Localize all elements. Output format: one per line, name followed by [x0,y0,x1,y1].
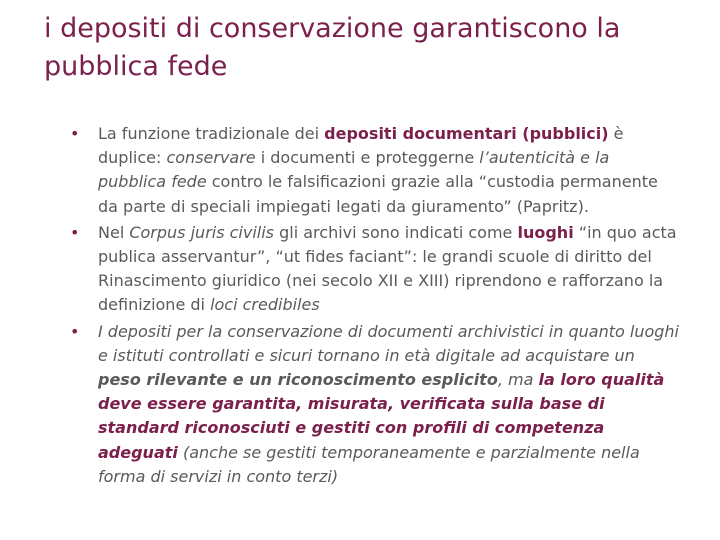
highlight-text: depositi documentari (pubblici) [324,124,609,143]
bullet-item-3 [70,320,682,489]
italic-text: , ma [497,370,539,390]
bullet-icon: • [70,321,80,341]
bullet-item-1 [70,122,682,219]
text-run: “in quo acta publica asservantur”, “ut fides faciant”: le grandi scuole di diritto del Rinascimento giuridico (nei secolo XII e XIII) riprendono e rafforzano la definizione di [98,222,677,315]
slide-title: i depositi di conservazione garantiscono la pubblica fede [44,13,621,82]
italic-text: (anche se gestiti temporaneamente e parzialmente nella forma di servizi in conto terzi) [98,442,640,486]
bullet-list [70,122,682,491]
bold-italic-text: peso rilevante e un riconoscimento esplicito [98,370,498,390]
bullet-icon: • [70,124,80,143]
text-run: i documenti e proteggerne [255,148,480,168]
text-run: gli archivi sono indicati come [274,222,518,242]
text-run: Nel [98,222,130,242]
italic-text: loci credibiles [210,295,320,315]
highlight-text: luoghi [517,222,574,242]
text-run: contro le falsificazioni grazie alla “custodia permanente da parte di speciali impiegati legati da giuramento” (Papritz). [98,172,658,216]
bullet-icon: • [70,222,80,242]
text-run: è duplice: [98,124,624,168]
bullet-item-2 [70,221,682,318]
italic-text: l’autenticità e la pubblica fede [98,148,610,192]
text-run: La funzione tradizionale dei [98,124,325,143]
highlight-text: la loro qualità deve essere garantita, misurata, verificata sulla base di standard riconosciuti e gestiti con profili di competenza adeguati [98,370,665,462]
italic-text: I depositi per la conservazione di documenti archivistici in quanto luoghi e istituti controllati e sicuri tornano in età digitale ad acquistare un [98,321,679,365]
italic-text: conservare [166,148,256,168]
italic-text: Corpus juris civilis [129,222,275,242]
